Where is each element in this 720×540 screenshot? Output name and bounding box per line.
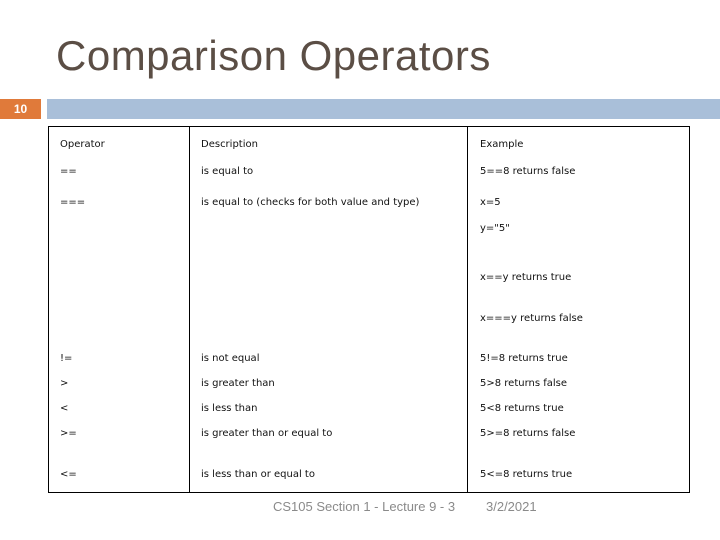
footer-course: CS105 Section 1 - Lecture 9 - 3 — [273, 499, 456, 514]
row-example: 5>=8 returns false — [480, 428, 576, 439]
row-example: 5<=8 returns true — [480, 469, 573, 480]
header-operator: Operator — [60, 139, 105, 150]
row-operator: < — [60, 403, 69, 414]
row-example: 5>8 returns false — [480, 378, 568, 389]
row-description: is greater than — [201, 378, 275, 389]
row-description: is less than — [201, 403, 258, 414]
row-operator: != — [60, 353, 73, 364]
row-example: x==y returns true — [480, 272, 572, 283]
slide-number-badge: 10 — [0, 99, 41, 119]
row-example: 5!=8 returns true — [480, 353, 568, 364]
row-example: 5==8 returns false — [480, 166, 576, 177]
row-description: is less than or equal to — [201, 469, 315, 480]
header-band — [47, 99, 720, 119]
row-operator: <= — [60, 469, 77, 480]
operators-table — [48, 126, 690, 493]
column-divider — [467, 127, 468, 492]
row-example: 5<8 returns true — [480, 403, 564, 414]
row-operator: >= — [60, 428, 77, 439]
row-description: is equal to — [201, 166, 254, 177]
row-operator: === — [60, 197, 86, 208]
slide-title: Comparison Operators — [56, 32, 491, 79]
row-operator: == — [60, 166, 77, 177]
row-example: y="5" — [480, 223, 510, 234]
row-example: x=5 — [480, 197, 501, 208]
row-description: is equal to (checks for both value and type) — [201, 197, 420, 208]
row-description: is greater than or equal to — [201, 428, 333, 439]
column-divider — [189, 127, 190, 492]
footer-date: 3/2/2021 — [486, 499, 537, 514]
header-example: Example — [480, 139, 524, 150]
row-description: is not equal — [201, 353, 260, 364]
header-description: Description — [201, 139, 258, 150]
row-example: x===y returns false — [480, 313, 583, 324]
row-operator: > — [60, 378, 69, 389]
